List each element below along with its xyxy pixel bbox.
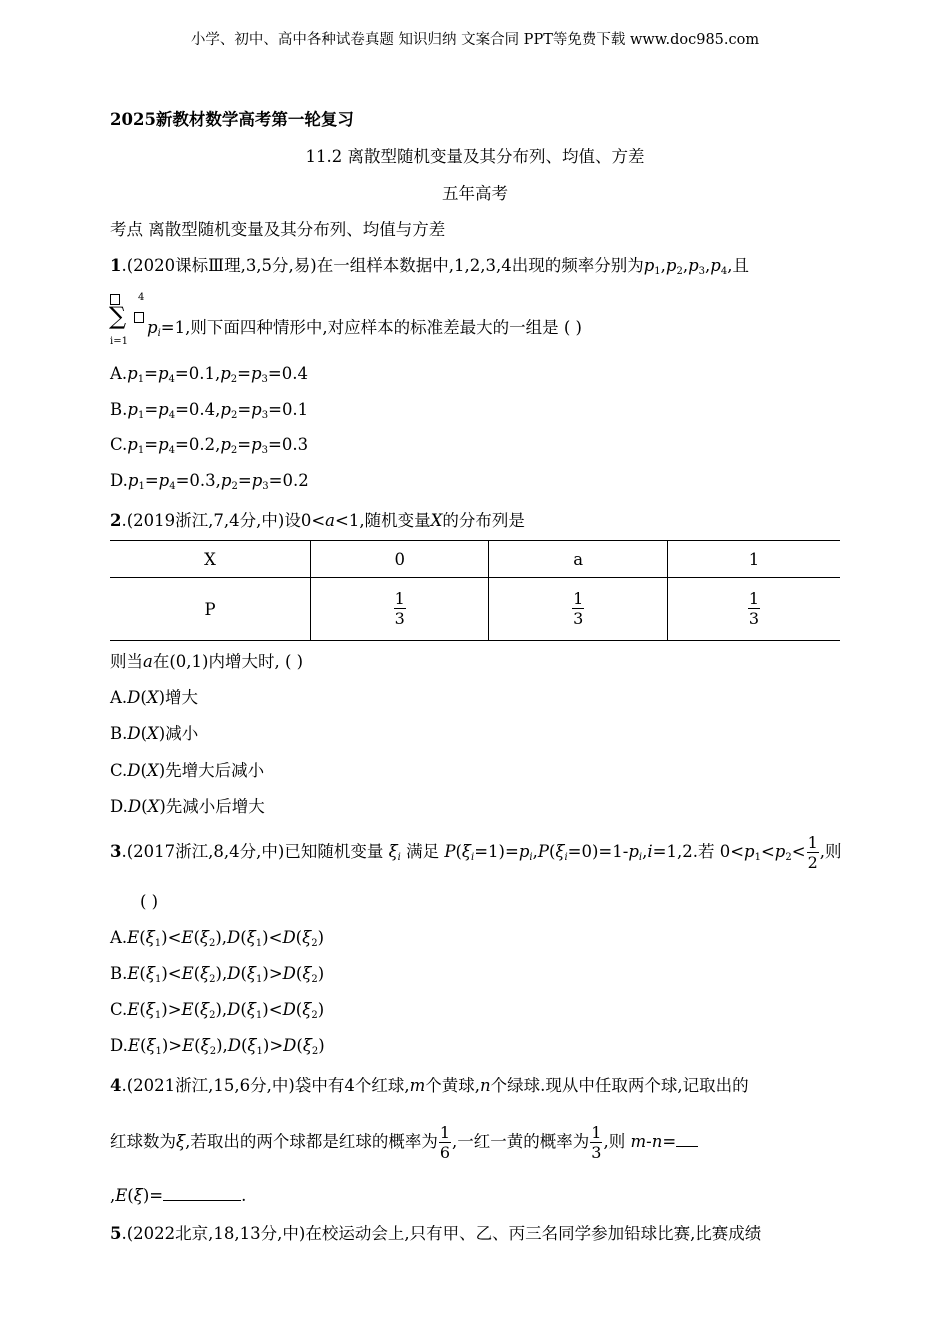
table-cell: $\frac{1}{3}$ — [311, 578, 489, 641]
sum-symbol-icon: ∑ — [109, 302, 127, 330]
q2-option-b: B.D(X)减小 — [110, 724, 199, 743]
series-title: 2025新教材数学高考第一轮复习 — [110, 110, 354, 129]
table-cell: $\frac{1}{3}$ — [489, 578, 667, 641]
sum-upper-limit: 4 — [138, 292, 145, 303]
table-row-label: P — [110, 578, 311, 641]
q1-option-d: $D.p_1=p_4=0.3,p_2=p_3=0.2$ — [110, 471, 309, 492]
q3-answer-paren: ( ) — [140, 892, 159, 911]
q1-option-a: $A.p_1=p_4=0.1,p_2=p_3=0.4$ — [110, 364, 308, 385]
q1-stem: 1.(2020课标Ⅲ理,3,5分,易)在一组样本数据中,1,2,3,4出现的频率分别为$p_1,p_2,p_3,p_4$,且 — [110, 256, 749, 277]
page-header: 小学、初中、高中各种试卷真题 知识归纳 文案合同 PPT等免费下载 www.doc985.com — [190, 32, 760, 48]
sum-lower-limit: i=1 — [110, 336, 128, 347]
answer-blank — [676, 1132, 698, 1147]
table-header-cell: a — [489, 541, 667, 578]
q3-option-c: $C.E(\xi_1)>E(\xi_2),D(\xi_1)<D(\xi_2)$ — [110, 1000, 325, 1021]
q4-number: 4 — [110, 1076, 122, 1095]
q2-option-a: A.D(X)增大 — [110, 688, 199, 707]
q3-option-b: $B.E(\xi_1)<E(\xi_2),D(\xi_1)>D(\xi_2)$ — [110, 964, 325, 985]
q1-option-b: $B.p_1=p_4=0.4,p_2=p_3=0.1$ — [110, 400, 309, 421]
q4-stem-line1: 4.(2021浙江,15,6分,中)袋中有4个红球,m个黄球,n个绿球.现从中任取两个球,记取出的 — [110, 1076, 749, 1095]
q5-stem: 5.(2022北京,18,13分,中)在校运动会上,只有甲、乙、丙三名同学参加铅球比赛,比赛成绩 — [110, 1224, 762, 1243]
q4-stem-line2: 红球数为ξ,若取出的两个球都是红球的概率为 $\frac{1}{6}$ ,一红一黄的概率为 $\frac{1}{3}$ ,则 m-n= — [110, 1122, 698, 1162]
q5-number: 5 — [110, 1224, 122, 1243]
q2-option-c: C.D(X)先增大后减小 — [110, 761, 265, 780]
placeholder-box-icon — [134, 312, 144, 323]
section-title: 11.2 离散型随机变量及其分布列、均值、方差 — [305, 147, 645, 166]
table-header-cell: 1 — [667, 541, 840, 578]
q2-option-d: D.D(X)先减小后增大 — [110, 797, 265, 816]
table-header-cell: X — [110, 541, 311, 578]
table-cell: $\frac{1}{3}$ — [667, 578, 840, 641]
q3-number: 3 — [110, 842, 122, 861]
table-header-row — [110, 541, 840, 578]
q2-after-table: 则当a在(0,1)内增大时, ( ) — [110, 652, 304, 671]
q1-option-c: $C.p_1=p_4=0.2,p_2=p_3=0.3$ — [110, 435, 309, 456]
q2-number: 2 — [110, 511, 122, 530]
table-row — [110, 578, 840, 641]
distribution-table — [110, 540, 840, 641]
topic-heading: 考点 离散型随机变量及其分布列、均值与方差 — [110, 220, 446, 239]
q2-stem: 2.(2019浙江,7,4分,中)设0<a<1,随机变量X的分布列是 — [110, 511, 525, 530]
q1-number: 1 — [110, 256, 122, 275]
q3-stem: 3.(2017浙江,8,4分,中)已知随机变量 $\xi_i$ 满足 $P(\xi_i=1)=p_i,P(\xi_i=0)=1-p_i,i=1,2$.若 $0<p_1<p_2<$ $\frac{1}{2}$ ,则 — [110, 832, 842, 872]
subtitle: 五年高考 — [442, 184, 508, 203]
q4-stem-line3: ,E(ξ)= . — [110, 1186, 247, 1205]
q3-option-d: $D.E(\xi_1)>E(\xi_2),D(\xi_1)>D(\xi_2)$ — [110, 1036, 325, 1057]
table-header-cell: 0 — [311, 541, 489, 578]
q3-option-a: $A.E(\xi_1)<E(\xi_2),D(\xi_1)<D(\xi_2)$ — [110, 928, 325, 949]
answer-blank — [163, 1186, 241, 1201]
